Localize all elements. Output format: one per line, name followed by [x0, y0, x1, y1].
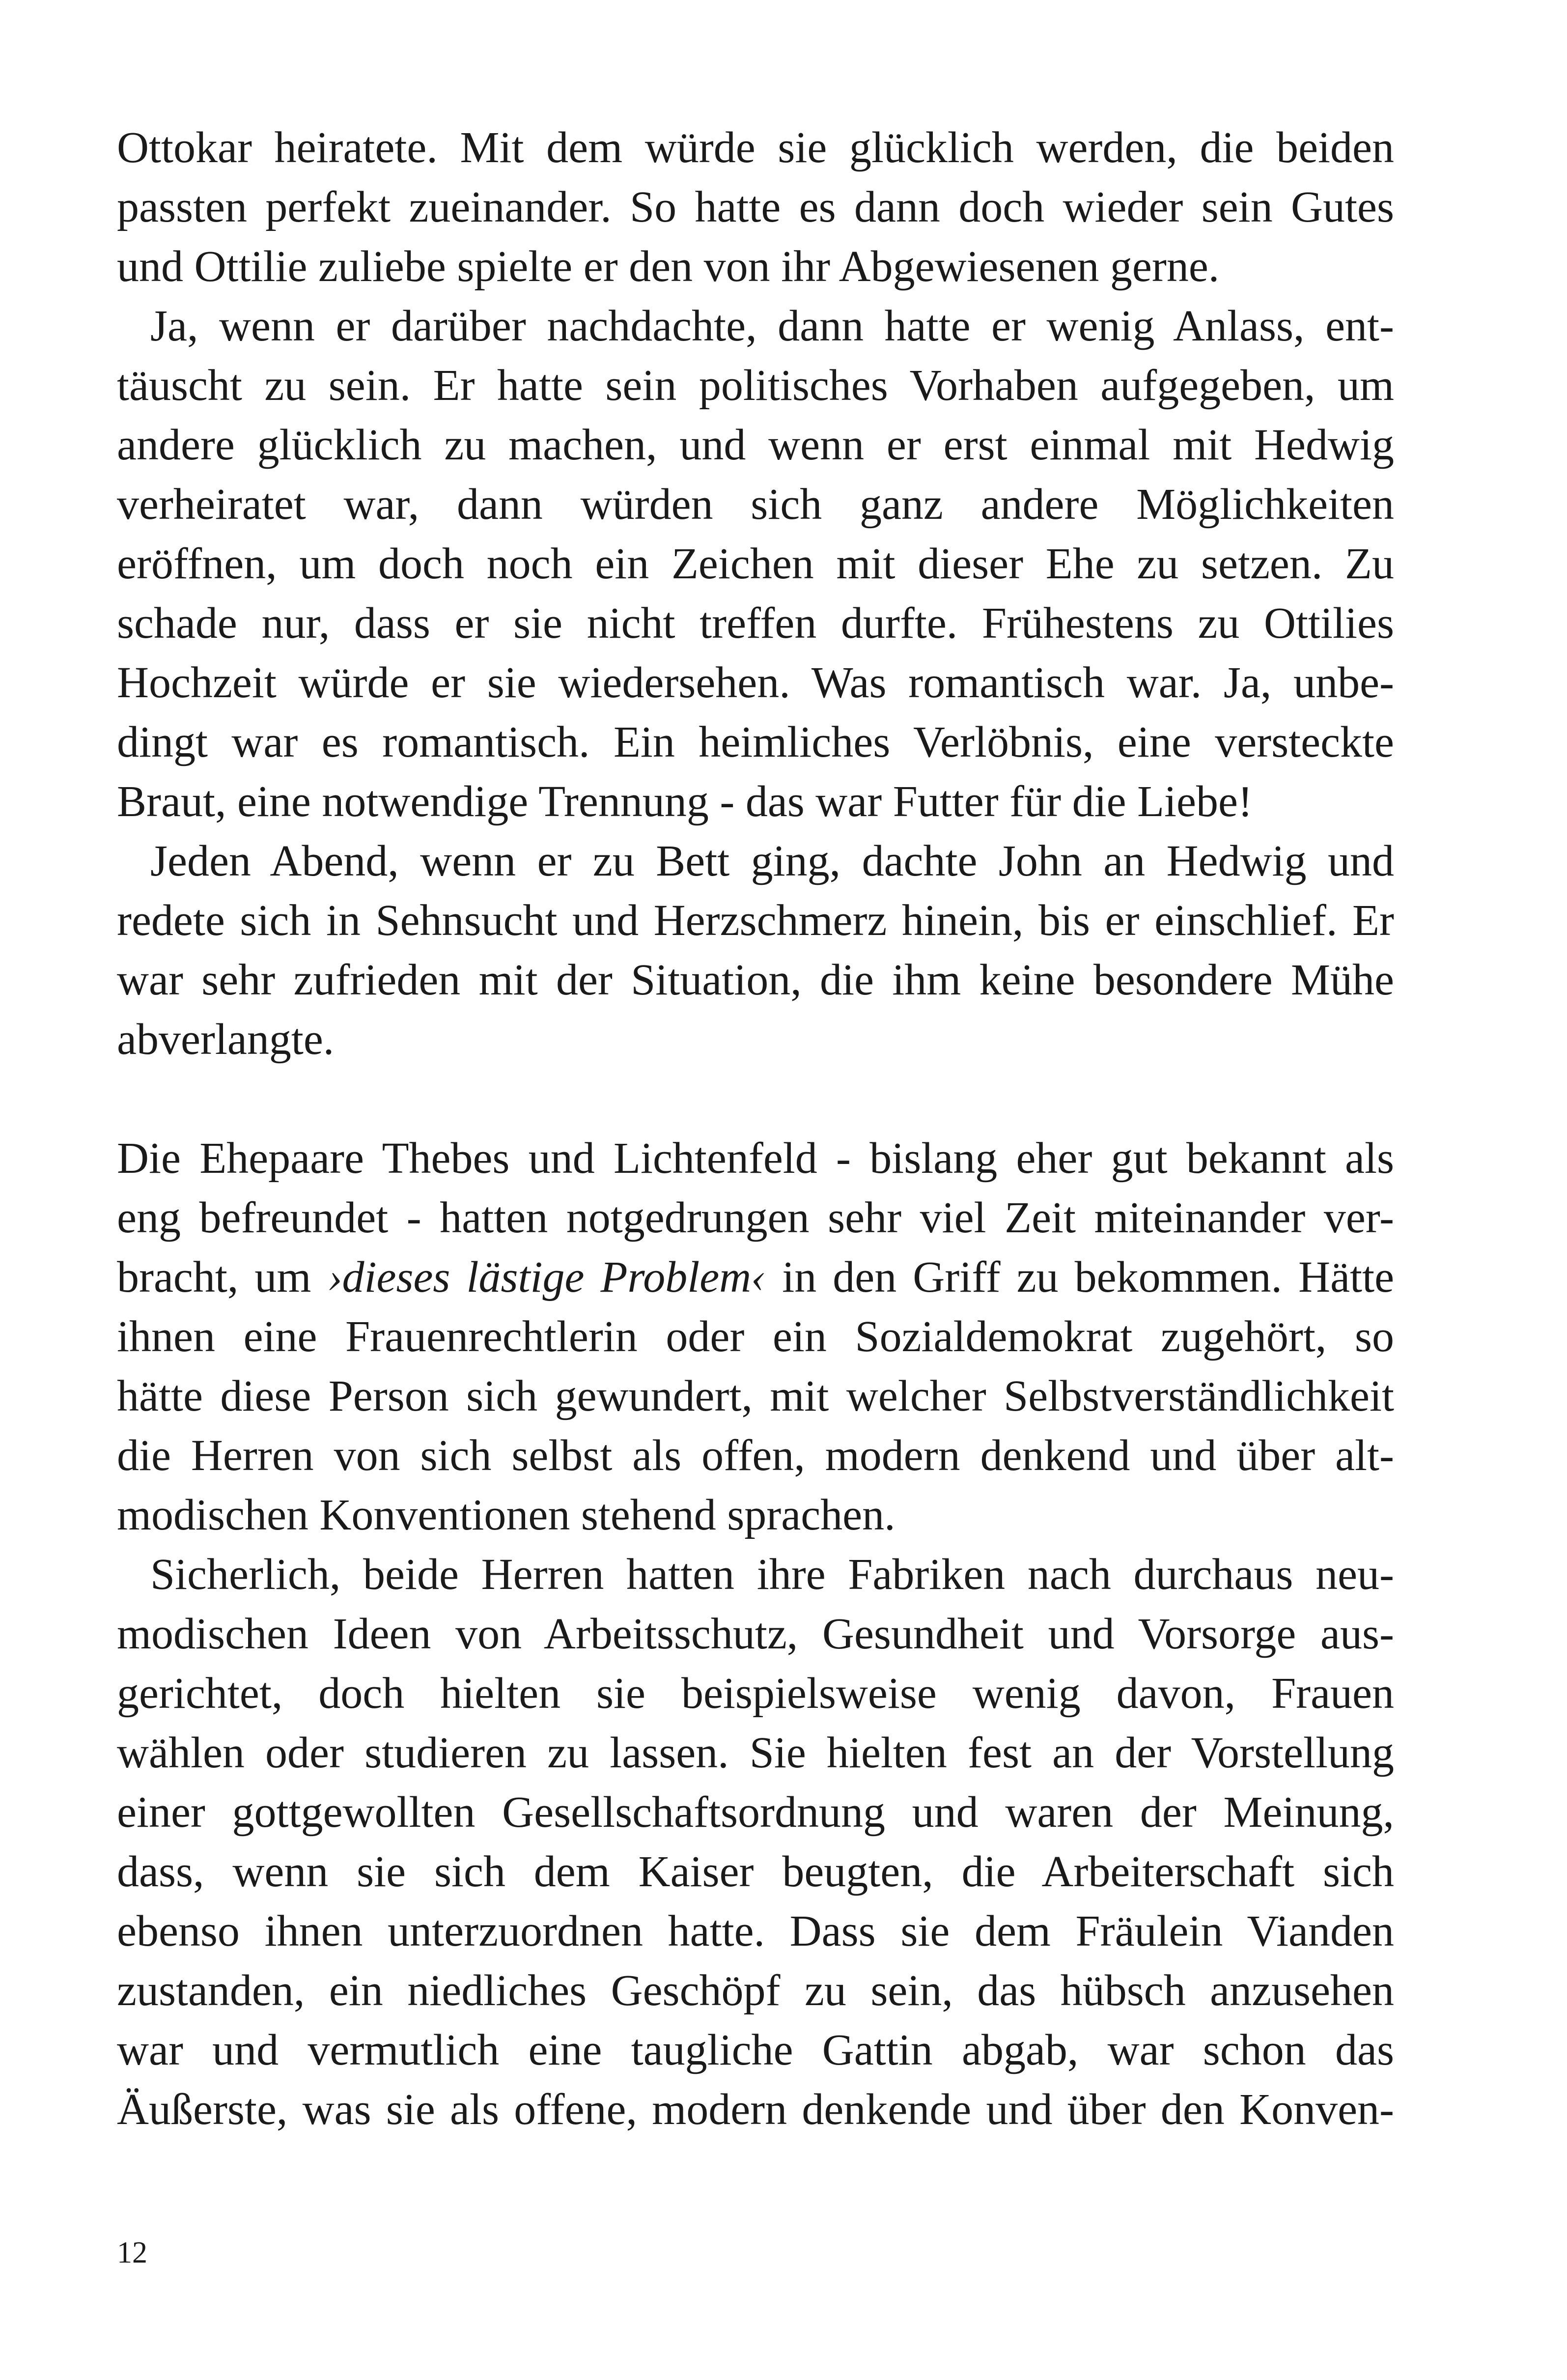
text-line: Hochzeit würde er sie wiedersehen. Was romantisch war. Ja, unbe- [117, 658, 1394, 707]
paragraph-4 [117, 1129, 1394, 1545]
text-line: abverlangte. [117, 1015, 335, 1064]
text-line: ihnen eine Frauenrechtlerin oder ein Sozialdemokrat zugehört, so [117, 1312, 1394, 1361]
italic-phrase: ›dieses lästige Problem‹ [327, 1253, 766, 1302]
text-line: modischen Konventionen stehend sprachen. [117, 1491, 895, 1539]
text-line: eröffnen, um doch noch ein Zeichen mit dieser Ehe zu setzen. Zu [117, 539, 1394, 588]
section-break [117, 1069, 1394, 1129]
text-line: Jeden Abend, wenn er zu Bett ging, dachte John an Hedwig und [150, 837, 1394, 885]
text-line: schade nur, dass er sie nicht treffen durfte. Frühestens zu Ottilies [117, 599, 1394, 648]
paragraph-1 [117, 118, 1394, 296]
text-line: redete sich in Sehnsucht und Herzschmerz hinein, bis er einschlief. Er [117, 896, 1394, 945]
text-line: dingt war es romantisch. Ein heimliches Verlöbnis, eine versteckte [117, 718, 1394, 766]
page-number: 12 [117, 2236, 147, 2269]
book-page-body [117, 118, 1394, 2139]
text-line: Ottokar heiratete. Mit dem würde sie glücklich werden, die beiden [117, 123, 1394, 172]
paragraph-2 [117, 296, 1394, 831]
text-line: passten perfekt zueinander. So hatte es dann doch wieder sein Gutes [117, 183, 1394, 231]
text-line: einer gottgewollten Gesellschaftsordnung und waren der Meinung, [117, 1788, 1394, 1837]
text-line: Die Ehepaare Thebes und Lichtenfeld - bislang eher gut bekannt als [117, 1134, 1394, 1183]
text-line: gerichtet, doch hielten sie beispielsweise wenig davon, Frauen [117, 1669, 1394, 1718]
text-line: dass, wenn sie sich dem Kaiser beugten, die Arbeiterschaft sich [117, 1847, 1394, 1896]
text-line: wählen oder studieren zu lassen. Sie hielten fest an der Vorstellung [117, 1728, 1394, 1777]
text-line: andere glücklich zu machen, und wenn er erst einmal mit Hedwig [117, 421, 1394, 469]
text-line: war und vermutlich eine taugliche Gattin abgab, war schon das [117, 2026, 1394, 2074]
text-line: eng befreundet - hatten notgedrungen sehr viel Zeit miteinander ver- [117, 1193, 1394, 1242]
text-line: täuscht zu sein. Er hatte sein politisches Vorhaben aufgegeben, um [117, 361, 1394, 410]
text-line: die Herren von sich selbst als offen, modern denkend und über alt- [117, 1431, 1394, 1480]
text-line: war sehr zufrieden mit der Situation, die ihm keine besondere Mühe [117, 956, 1394, 1004]
text-line: modischen Ideen von Arbeitsschutz, Gesundheit und Vorsorge aus- [117, 1610, 1394, 1658]
paragraph-5 [117, 1545, 1394, 2139]
paragraph-3 [117, 831, 1394, 1069]
text-line: verheiratet war, dann würden sich ganz andere Möglichkeiten [117, 480, 1394, 529]
text-line: zustanden, ein niedliches Geschöpf zu sein, das hübsch anzusehen [117, 1966, 1394, 2015]
text-line: Braut, eine notwendige Trennung - das war Futter für die Liebe! [117, 777, 1253, 826]
text-line: ebenso ihnen unterzuordnen hatte. Dass sie dem Fräulein Vianden [117, 1907, 1394, 1955]
text-line-with-italic: bracht, um ›dieses lästige Problem‹ in den Griff zu bekommen. Hätte [117, 1253, 1395, 1302]
text-line: und Ottilie zuliebe spielte er den von ihr Abgewiesenen gerne. [117, 242, 1220, 291]
text-line: hätte diese Person sich gewundert, mit welcher Selbstverständlichkeit [117, 1372, 1394, 1420]
text-line: Ja, wenn er darüber nachdachte, dann hatte er wenig Anlass, ent- [150, 302, 1394, 350]
text-line: Äußerste, was sie als offene, modern denkende und über den Konven- [117, 2085, 1394, 2134]
text-line: Sicherlich, beide Herren hatten ihre Fabriken nach durchaus neu- [150, 1550, 1394, 1599]
